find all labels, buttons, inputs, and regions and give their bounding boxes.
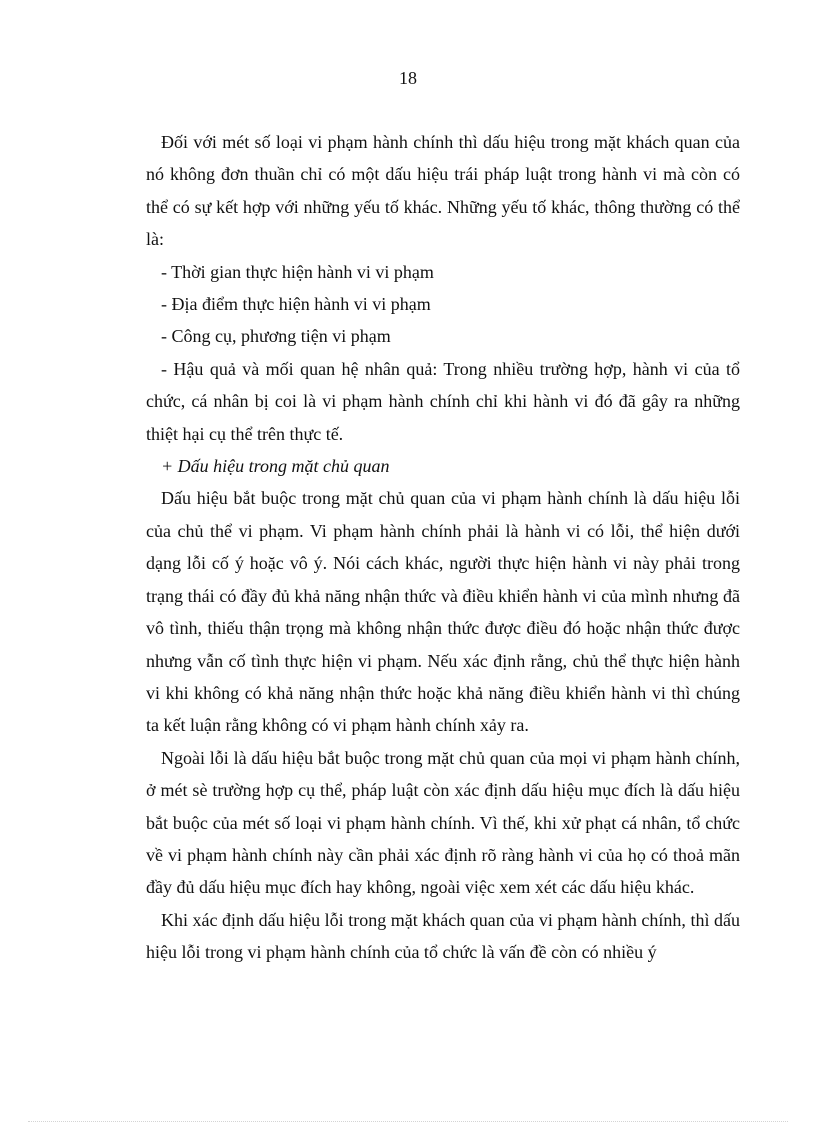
section-heading-subjective: + Dấu hiệu trong mặt chủ quan (161, 456, 390, 477)
paragraph-fault-sign: Dấu hiệu bắt buộc trong mặt chủ quan của vi phạm hành chính là dấu hiệu lỗi của chủ thể vi phạm. Vi phạm hành chính phải là hành vi có lỗi, thể hiện dưới dạng lỗi cố ý hoặc vô ý. Nói cách khác, người thực hiện hành vi này phải trong trạng thái có đầy đủ khả năng nhận thức và điều khiển hành vi của mình nhưng đã vô tình, thiếu thận trọng mà không nhận thức được điều đó hoặc nhận thức được nhưng vẫn cố tình thực hiện vi phạm. Nếu xác định rằng, chủ thể thực hiện hành vi khi không có khả năng nhận thức hoặc khả năng điều khiển hành vi thì chúng ta kết luận rằng không có vi phạm hành chính xảy ra. (146, 488, 740, 736)
bottom-divider (28, 1121, 788, 1122)
page-number: 18 (399, 68, 417, 88)
document-body (146, 126, 740, 969)
list-item-place: - Địa điểm thực hiện hành vi vi phạm (161, 294, 431, 315)
list-item-consequences: - Hậu quả và mối quan hệ nhân quả: Trong nhiều trường hợp, hành vi của tổ chức, cá nhân bị coi là vi phạm hành chính chỉ khi hành vi đó đã gây ra những thiệt hại cụ thể trên thực tế. (146, 358, 740, 444)
paragraph-organization-fault: Khi xác định dấu hiệu lỗi trong mặt khách quan của vi phạm hành chính, thì dấu hiệu lỗi trong vi phạm hành chính của tổ chức là vấn đề còn có nhiều ý (146, 909, 740, 963)
paragraph-purpose-sign: Ngoài lỗi là dấu hiệu bắt buộc trong mặt chủ quan của mọi vi phạm hành chính, ở mét sè trường hợp cụ thể, pháp luật còn xác định dấu hiệu mục đích là dấu hiệu bắt buộc của mét số loại vi phạm hành chính. Vì thế, khi xử phạt cá nhân, tổ chức về vi phạm hành chính này cần phải xác định rõ ràng hành vi của họ có thoả mãn đầy đủ dấu hiệu mục đích hay không, ngoài việc xem xét các dấu hiệu khác. (146, 747, 740, 898)
paragraph-objective-signs: Đối với mét số loại vi phạm hành chính thì dấu hiệu trong mặt khách quan của nó không đơn thuần chỉ có một dấu hiệu trái pháp luật trong hành vi mà còn có thể có sự kết hợp với những yếu tố khác. Những yếu tố khác, thông thường có thể là: (146, 132, 740, 250)
list-item-tools: - Công cụ, phương tiện vi phạm (161, 326, 391, 347)
list-item-time: - Thời gian thực hiện hành vi vi phạm (161, 261, 434, 282)
